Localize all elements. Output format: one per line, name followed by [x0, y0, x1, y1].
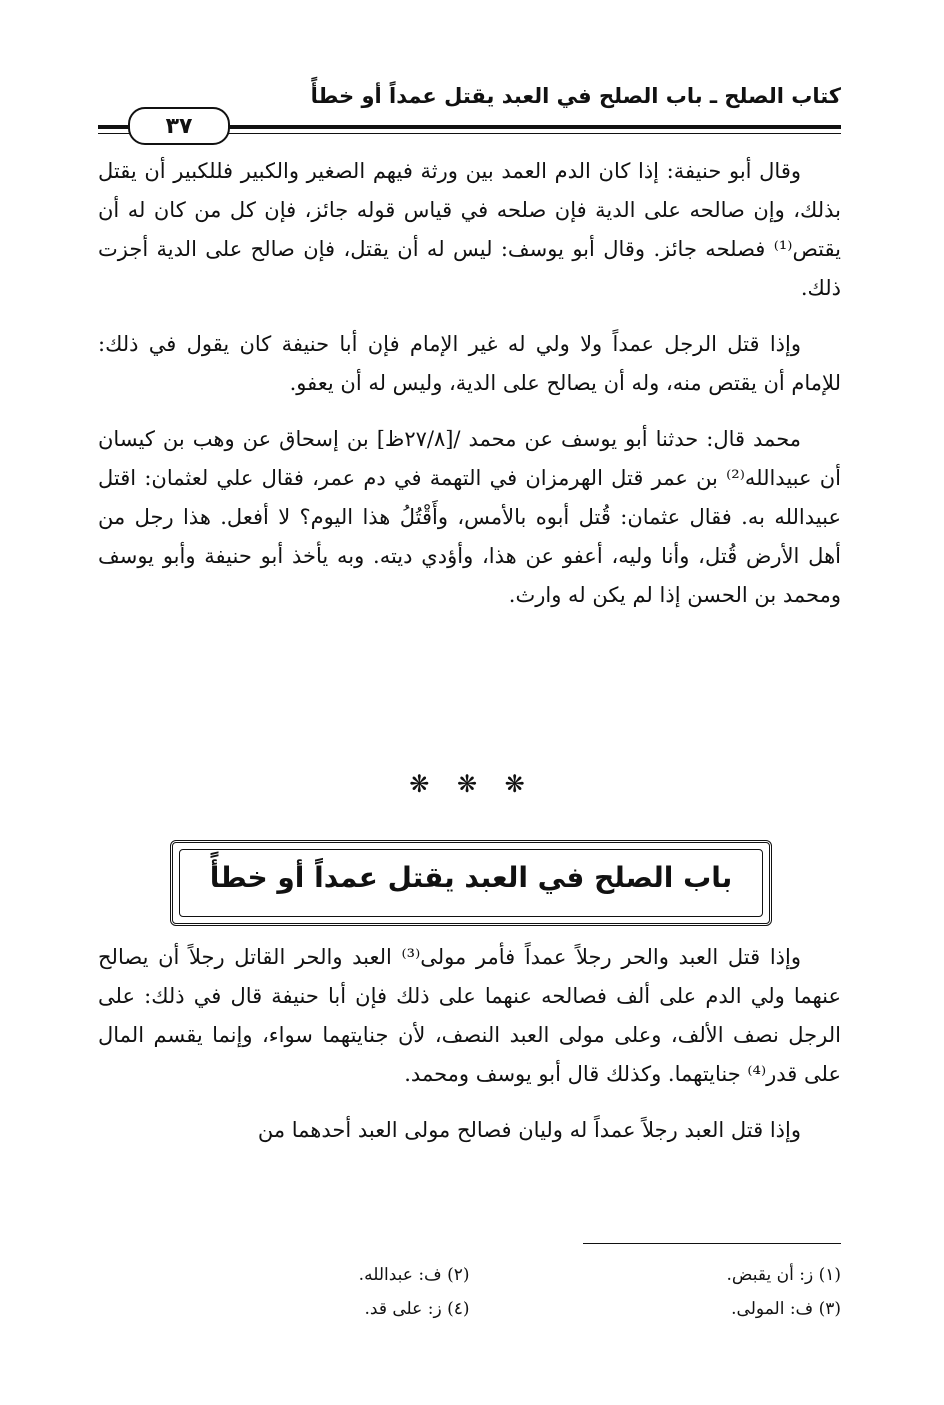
section-separator: ❋ ❋ ❋ — [409, 770, 535, 798]
paragraph-2: وإذا قتل الرجل عمداً ولا ولي له غير الإمام فإن أبا حنيفة كان يقول في ذلك: للإمام أن يقتص منه، وله أن يصالح على الدية، وليس له أن يعفو. — [98, 332, 841, 395]
section-2-text — [98, 938, 841, 1167]
footnote-4: (٤) ز: على قد. — [364, 1299, 470, 1319]
footnote-rule — [583, 1243, 841, 1244]
footnote-1: (١) ز: أن يقبض. — [726, 1265, 841, 1285]
page-number: ٣٧ — [128, 107, 230, 145]
footnote-3: (٣) ف: المولى. — [731, 1299, 841, 1319]
chapter-title: باب الصلح في العبد يقتل عمداً أو خطأً — [209, 861, 733, 894]
footnotes — [98, 1258, 841, 1326]
running-header-title: كتاب الصلح ـ باب الصلح في العبد يقتل عمداً أو خطأً — [310, 84, 841, 108]
section-1-text — [98, 152, 841, 632]
paragraph-5: وإذا قتل العبد رجلاً عمداً له وليان فصالح مولى العبد أحدهما من — [257, 1118, 801, 1142]
paragraph-1: وقال أبو حنيفة: إذا كان الدم العمد بين ورثة فيهم الصغير والكبير فللكبير أن يقتل بذلك، وإن صالحه على الدية فإن صلحه في قياس قوله جائز، فإن كل من كان له أن يقتص⁽¹⁾ فصلحه جائز. وقال أبو يوسف: ليس له أن يقتل، فإن صالح على الدية أجزت ذلك. — [98, 159, 841, 300]
paragraph-4: وإذا قتل العبد والحر رجلاً عمداً فأمر مولى⁽³⁾ العبد والحر القاتل رجلاً أن يصالح عنهما ولي الدم على ألف فصالحه عنهما على ذلك فإن أبا حنيفة قال في ذلك: على الرجل نصف الألف، وعلى مولى العبد النصف، لأن جنايتهما سواء، وإنما يقسم المال على قدر⁽⁴⁾ جنايتهما. وكذلك قال أبو يوسف ومحمد. — [98, 945, 841, 1086]
footnote-2: (٢) ف: عبدالله. — [358, 1265, 470, 1285]
paragraph-3: محمد قال: حدثنا أبو يوسف عن محمد /[٢٧/٨ظ] بن إسحاق عن وهب بن كيسان أن عبيدالله⁽²⁾ بن عمر قتل الهرمزان في التهمة في دم عمر، فقال علي لعثمان: اقتل عبيدالله به. فقال عثمان: قُتل أبوه بالأمس، وأَقْتُلُ هذا اليوم؟ لا أفعل. هذا رجل من أهل الأرض قُتل، وأنا وليه، أعفو عن هذا، وأؤدي ديته. وبه يأخذ أبو حنيفة وأبو يوسف ومحمد بن الحسن إذا لم يكن له وارث. — [98, 427, 841, 607]
chapter-title-frame — [170, 840, 772, 926]
